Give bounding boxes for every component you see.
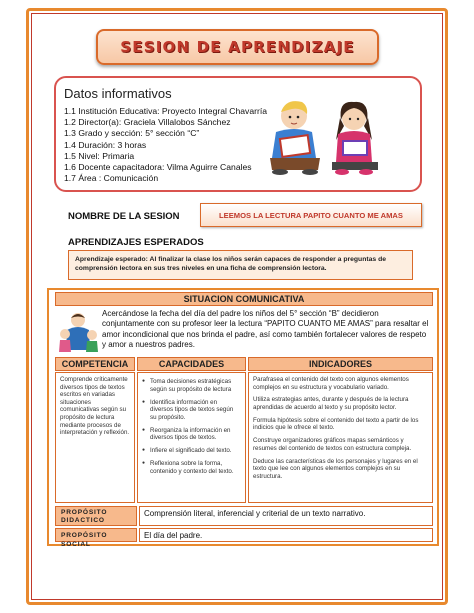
father-and-children-illustration [56, 310, 100, 354]
datos-heading: Datos informativos [64, 86, 172, 101]
session-name-label: NOMBRE DE LA SESION [68, 211, 180, 222]
competencia-cell [55, 372, 135, 503]
proposito-didactico-value: Comprensión literal, inferencial y criterial de un texto narrativo. [139, 506, 433, 526]
indicador-item: Parafrasea el contenido del texto con algunos elementos complejos en su estructura y vocabulario variado. [253, 376, 409, 391]
capacidad-item: ● Reorganiza la información en diversos tipos de textos. [142, 427, 241, 442]
session-name-value: LEEMOS LA LECTURA PAPITO CUANTO ME AMAS [219, 210, 403, 220]
proposito-social-label: PROPÓSITO SOCIAL [55, 528, 137, 542]
children-reading-illustration [262, 96, 384, 176]
capacidad-item: ● Infiere el significado del texto. [142, 447, 241, 455]
datos-item: 1.4 Duración: 3 horas [64, 139, 147, 150]
datos-item: 1.5 Nivel: Primaria [64, 150, 135, 161]
aprendizajes-text: Aprendizaje esperado: Al finalizar la clase los niños serán capaces de responder a preguntas de comprensión lectora en sus tres niveles en una ficha de comprensión lectora. [68, 250, 413, 280]
situacion-header: SITUACION COMUNICATIVA [55, 292, 433, 306]
indicador-item: Utiliza estrategias antes, durante y después de la lectura aprendidas de acuerdo al texto y su propósito lector. [253, 396, 409, 411]
datos-item: 1.7 Área : Comunicación [64, 173, 159, 184]
capacidades-list [142, 378, 241, 476]
indicadores-cell [248, 372, 433, 503]
proposito-social-value: El día del padre. [139, 528, 433, 542]
competencia-text: Comprende críticamente diversos tipos de textos escritos en variadas situaciones comunicativas según su propósito de lectura mediante procesos de interpretación y reflexión. [60, 376, 130, 437]
situacion-text: Acercándose la fecha del día del padre los niños del 5° sección “B” decidieron conjuntamente con su profesor leer la lectura “PAPITO CUANTO ME AMAS” para resaltar el amor incondicional que nos brinda el padre, así como también fortalecer valores de respeto y amor a nuestros padres. [102, 309, 429, 350]
datos-item: 1.6 Docente capacitadora: Vilma Aguirre Canales [64, 162, 252, 173]
title-banner [96, 29, 379, 65]
capacidad-item: ● Toma decisiones estratégicas según su propósito de lectura [142, 378, 241, 393]
capacidad-item: ● Identifica información en diversos tipos de textos según su propósito. [142, 399, 241, 422]
indicador-item: Construye organizadores gráficos mapas semánticos y resumes del contenido de textos con estructura compleja. [253, 437, 412, 452]
aprendizajes-label: APRENDIZAJES ESPERADOS [68, 237, 204, 248]
datos-item: 1.1 Institución Educativa: Proyecto Integral Chavarría [64, 106, 268, 116]
page-title: SESION DE APRENDIZAJE [120, 38, 355, 56]
indicadores-header: INDICADORES [248, 357, 433, 371]
competencia-header: COMPETENCIA [55, 357, 135, 371]
datos-list [64, 106, 267, 184]
indicador-item: Deduce las características de los personajes y lugares en el texto que lee con algunos elementos complejos en su estructura. [253, 457, 418, 480]
indicador-item: Formula hipótesis sobre el contenido del texto a partir de los indicios que le ofrece el texto. [253, 416, 419, 432]
capacidades-cell [137, 372, 246, 503]
capacidad-item: ● Reflexiona sobre la forma, contenido y contexto del texto. [142, 460, 241, 475]
datos-item: 1.3 Grado y sección: 5° sección “C” [64, 128, 200, 139]
session-name-box [200, 203, 422, 227]
capacidades-header: CAPACIDADES [137, 357, 246, 371]
proposito-didactico-label: PROPÓSITO DIDACTICO [55, 506, 137, 526]
datos-item: 1.2 Director(a): Graciela Villalobos Sánchez [64, 117, 231, 128]
